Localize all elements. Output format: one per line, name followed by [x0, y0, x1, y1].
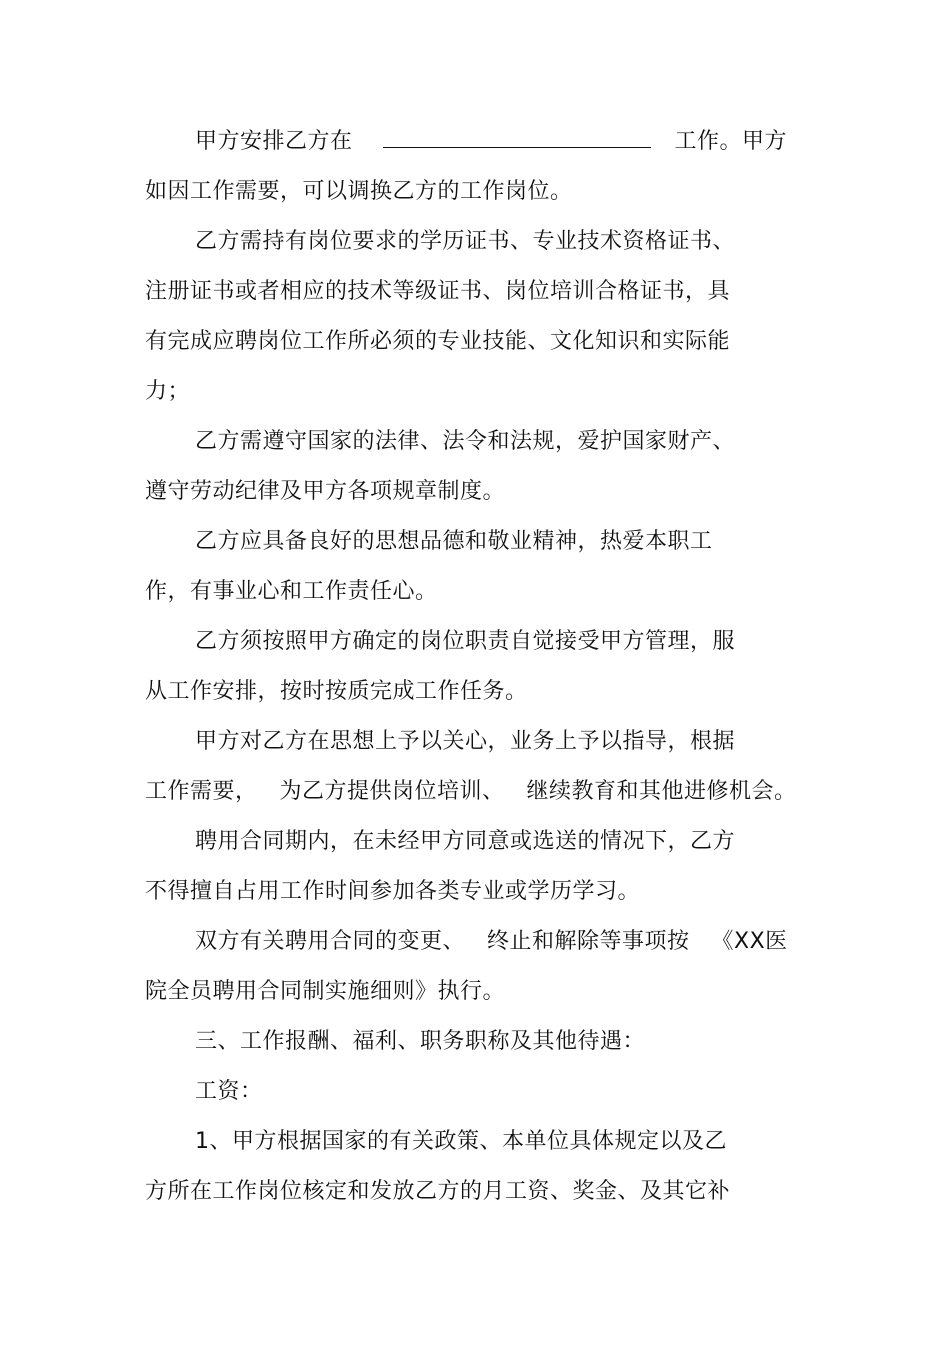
text-segment: 甲方安排乙方在 [195, 129, 353, 154]
text-line [195, 127, 787, 157]
text-line: 聘用合同期内，在未经甲方同意或选送的情况下，乙方 [195, 829, 736, 854]
fill-in-blank [383, 127, 651, 148]
text-line [195, 927, 788, 957]
text-line: 遵守劳动纪律及甲方各项规章制度。 [145, 479, 506, 504]
text-line: 甲方对乙方在思想上予以关心，业务上予以指导，根据 [195, 729, 736, 754]
text-line [145, 777, 797, 807]
text-line: 如因工作需要，可以调换乙方的工作岗位。 [145, 179, 573, 204]
text-line: 有完成应聘岗位工作所必须的专业技能、文化知识和实际能 [145, 329, 731, 354]
text-line: 乙方须按照甲方确定的岗位职责自觉接受甲方管理，服 [195, 629, 736, 654]
text-line: 从工作安排，按时按质完成工作任务。 [145, 679, 528, 704]
text-line: 乙方应具备良好的思想品德和敬业精神，热爱本职工 [195, 529, 713, 554]
text-segment: 双方有关聘用合同的变更、 [195, 929, 466, 954]
text-segment: 为乙方提供岗位培训、 [279, 779, 505, 804]
text-line: 方所在工作岗位核定和发放乙方的月工资、奖金、及其它补 [145, 1179, 731, 1204]
text-segment: 继续教育和其他进修机会。 [526, 779, 797, 804]
text-line: 力； [145, 379, 191, 404]
text-line: 乙方需持有岗位要求的学历证书、专业技术资格证书、 [195, 229, 736, 254]
text-segment: 工作。甲方 [674, 129, 788, 154]
text-line: 院全员聘用合同制实施细则》执行。 [145, 979, 506, 1004]
text-segment: 工作需要， [145, 779, 258, 804]
text-line: 乙方需遵守国家的法律、法令和法规，爱护国家财产、 [195, 429, 736, 454]
section-heading: 三、工作报酬、福利、职务职称及其他待遇： [195, 1029, 646, 1054]
text-line: 注册证书或者相应的技术等级证书、岗位培训合格证书，具 [145, 279, 731, 304]
subsection-heading: 工资： [195, 1079, 263, 1104]
text-line: 作，有事业心和工作责任心。 [145, 579, 438, 604]
text-line: 不得擅自占用工作时间参加各类专业或学历学习。 [145, 879, 641, 904]
text-segment: 终止和解除等事项按 [487, 929, 690, 954]
text-line: 1、甲方根据国家的有关政策、本单位具体规定以及乙 [195, 1129, 727, 1154]
text-segment: 《XX医 [711, 929, 788, 954]
